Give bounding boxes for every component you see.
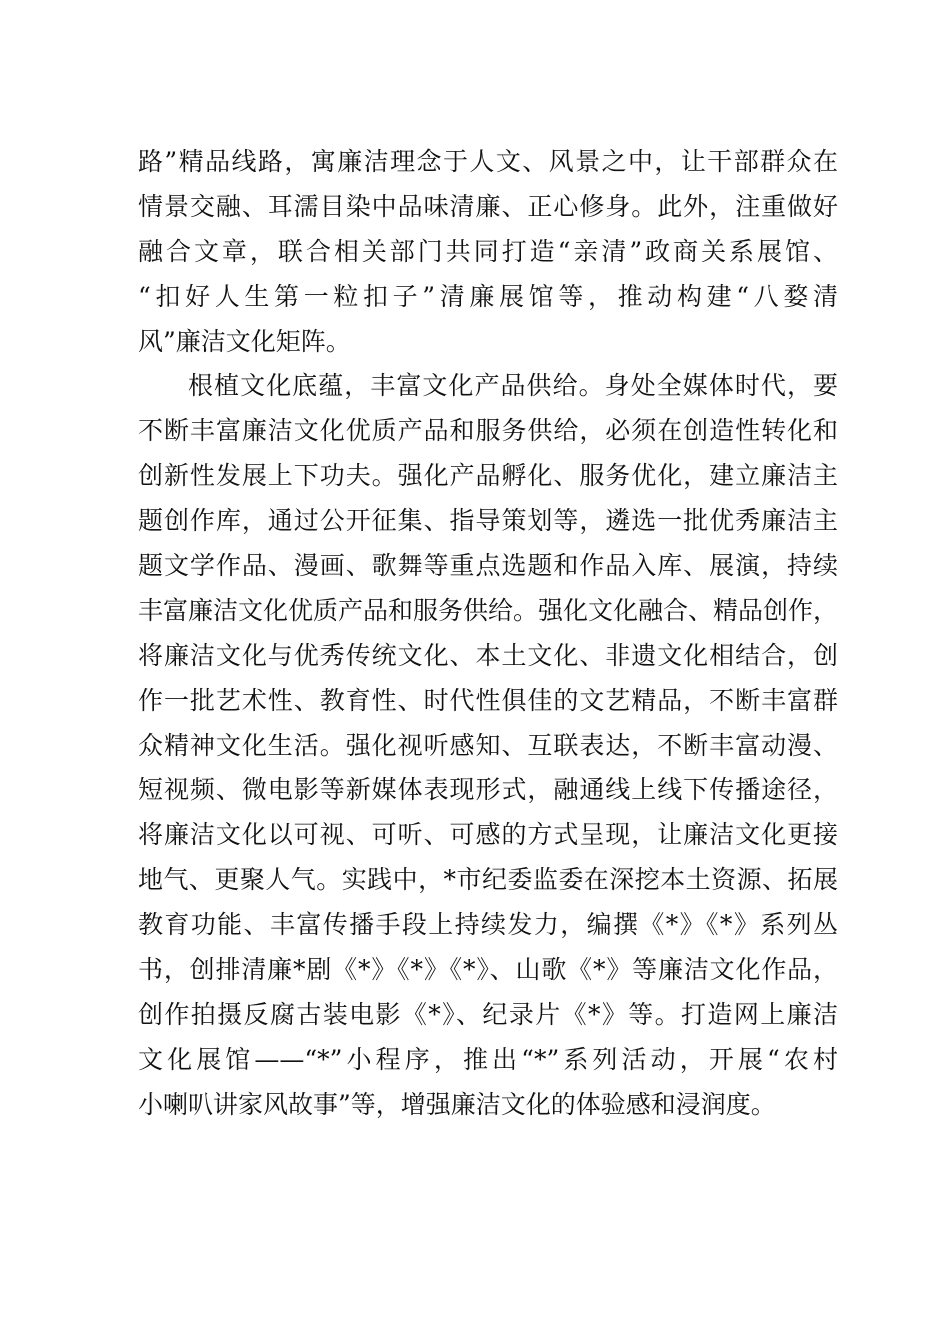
text-line: 小喇叭讲家风故事”等，增强廉洁文化的体验感和浸润度。: [138, 1089, 776, 1119]
text-line: “扣好人生第一粒扣子”清廉展馆等，推动构建“八婺清: [138, 281, 838, 311]
text-line: 融合文章，联合相关部门共同打造“亲清”政商关系展馆、: [138, 236, 838, 266]
text-line: 地气、更聚人气。实践中，*市纪委监委在深挖本土资源、拓展: [138, 865, 838, 895]
text-line: 短视频、微电影等新媒体表现形式，融通线上线下传播途径，: [138, 775, 838, 805]
text-line: 情景交融、耳濡目染中品味清廉、正心修身。此外，注重做好: [138, 191, 838, 221]
paragraph-2: [138, 364, 838, 1127]
text-line: 风”廉洁文化矩阵。: [138, 326, 351, 356]
text-line: 书，创排清廉*剧《*》《*》《*》、山歌《*》等廉洁文化作品，: [138, 955, 838, 985]
paragraph-1: [138, 140, 838, 364]
text-line: 题文学作品、漫画、歌舞等重点选题和作品入库、展演，持续: [138, 551, 838, 581]
text-line: 教育功能、丰富传播手段上持续发力，编撰《*》《*》系列丛: [138, 910, 838, 940]
document-body: [138, 140, 838, 1128]
text-line: 将廉洁文化与优秀传统文化、本土文化、非遗文化相结合，创: [138, 640, 838, 670]
text-line: 众精神文化生活。强化视听感知、互联表达，不断丰富动漫、: [138, 730, 838, 760]
text-line: 根植文化底蕴，丰富文化产品供给。身处全媒体时代，要: [188, 371, 838, 401]
text-line: 作一批艺术性、教育性、时代性俱佳的文艺精品，不断丰富群: [138, 685, 838, 715]
text-line: 路”精品线路，寓廉洁理念于人文、风景之中，让干部群众在: [138, 147, 838, 176]
text-line: 创新性发展上下功夫。强化产品孵化、服务优化，建立廉洁主: [138, 461, 838, 491]
text-line: 文化展馆——“*”小程序，推出“*”系列活动，开展“农村: [138, 1044, 838, 1074]
text-line: 丰富廉洁文化优质产品和服务供给。强化文化融合、精品创作，: [138, 595, 839, 625]
text-line: 题创作库，通过公开征集、指导策划等，遴选一批优秀廉洁主: [138, 506, 838, 536]
text-line: 将廉洁文化以可视、可听、可感的方式呈现，让廉洁文化更接: [138, 820, 838, 850]
text-line: 创作拍摄反腐古装电影《*》、纪录片《*》等。打造网上廉洁: [138, 999, 838, 1029]
text-line: 不断丰富廉洁文化优质产品和服务供给，必须在创造性转化和: [138, 416, 838, 446]
